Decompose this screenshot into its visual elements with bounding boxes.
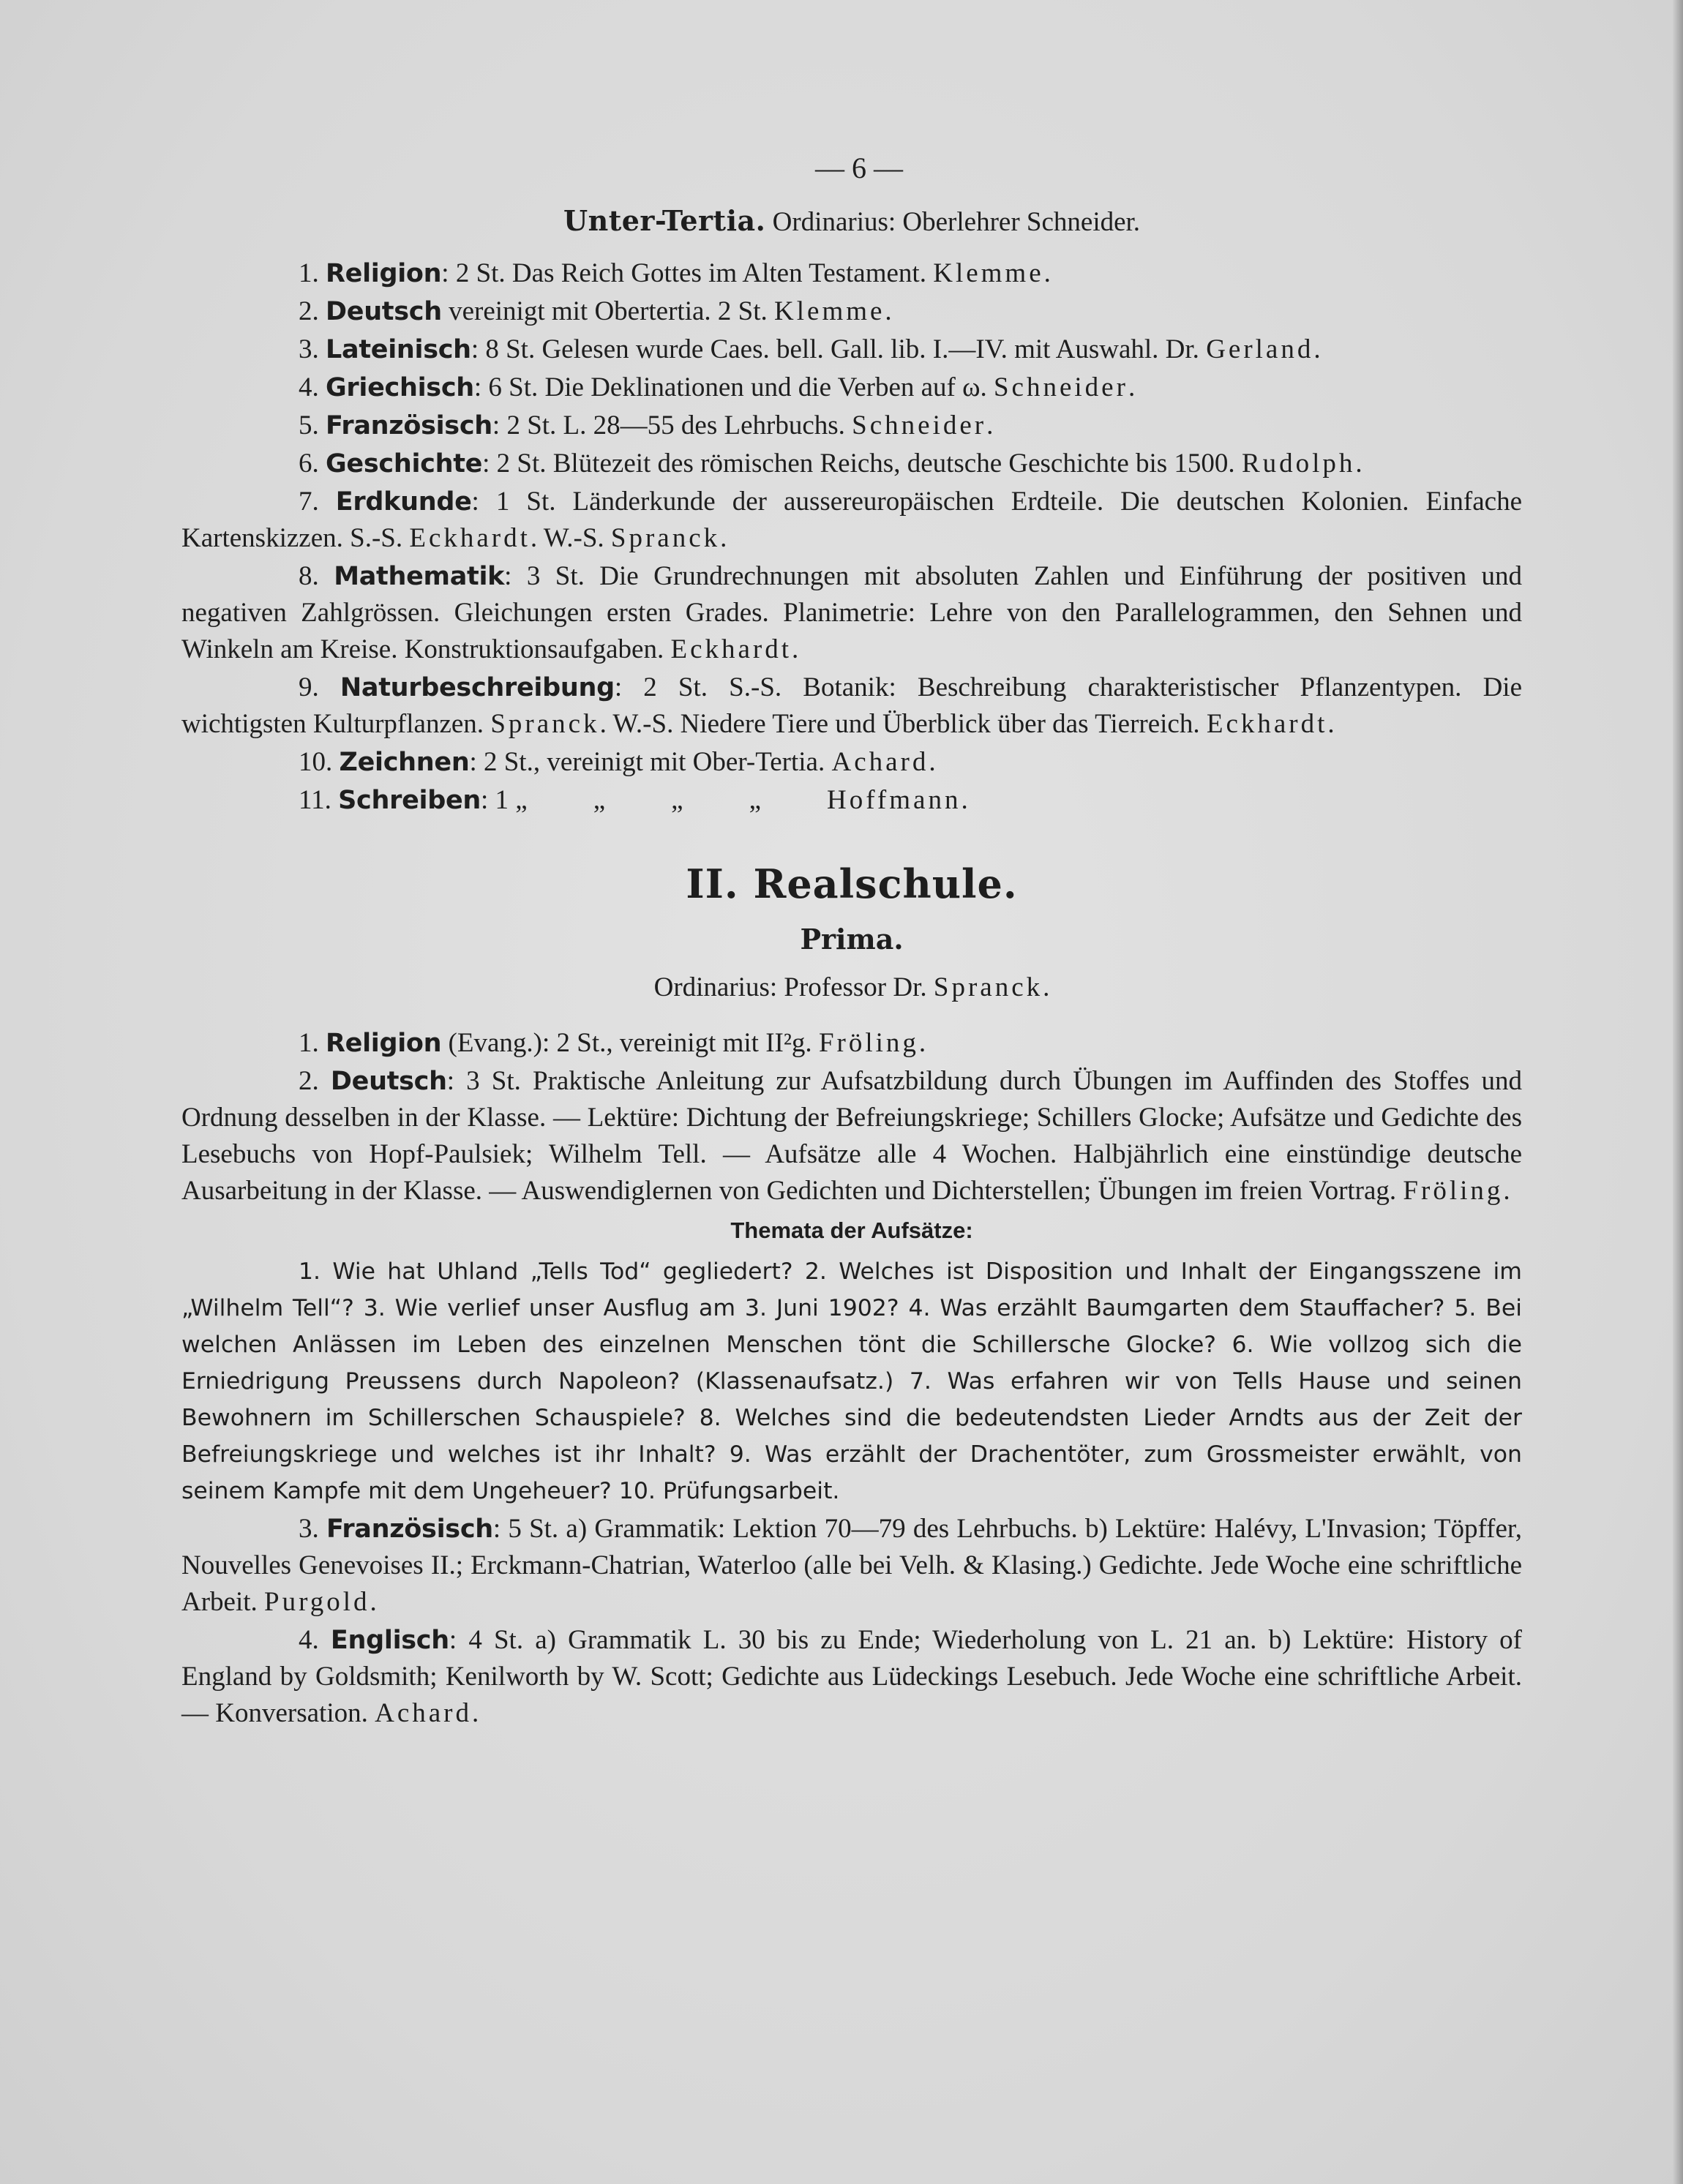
themata-list: 1. Wie hat Uhland „Tells Tod“ gegliedert? 2. Welches ist Disposition und Inhalt der Eingangsszene im „Wilhelm Tell“? 3. Wie verlief unser Ausflug am 3. Juni 1902? 4. Was erzählt Baumgarten dem Stauffacher? 5. Bei welchen Anlässen im Leben des einzelnen Menschen tönt die Schillersche Glocke? 6. Wie vollzog sich die Erniedrigung Preussens durch Napoleon? (Klassenaufsatz.) 7. Was erfahren wir von Tells Hause und seinen Bewohnern im Schillerschen Schauspiele? 8. Welches sind die bedeutendsten Lieder Arndts aus der Zeit der Befreiungskriege und welches ist ihr Inhalt? 9. Was erzählt der Drachentöter, zum Grossmeister erwählt, von seinem Kampfe mit dem Ungeheuer? 10. Prüfungsarbeit. xyxy=(181,1258,1522,1504)
subject-name: Schreiben xyxy=(338,786,481,815)
teacher-name: Eckhardt xyxy=(670,634,792,664)
teacher-name: Gerland xyxy=(1206,334,1314,364)
subject-item-deutsch: 2. Deutsch vereinigt mit Obertertia. 2 St. Klemme. xyxy=(299,296,892,326)
ditto-mark: „ xyxy=(749,785,762,815)
prima-ordinarius: Ordinarius: Professor Dr. Spranck. xyxy=(653,972,1050,1002)
teacher-name: Klemme xyxy=(774,296,885,326)
teacher-name: Klemme xyxy=(933,258,1044,288)
teacher-name: Spranck xyxy=(490,709,600,739)
subject-name: Geschichte xyxy=(326,449,483,479)
subject-name: Englisch xyxy=(330,1626,449,1655)
subject-name: Religion xyxy=(326,259,442,288)
subject-item-franzoesisch: 5. Französisch: 2 St. L. 28—55 des Lehrbuchs. Schneider. xyxy=(299,410,994,440)
teacher-name: Eckhardt xyxy=(1206,709,1328,739)
subject-name: Religion xyxy=(326,1029,442,1058)
subject-item-lateinisch: 3. Lateinisch: 8 St. Gelesen wurde Caes. bell. Gall. lib. I.—IV. mit Auswahl. Dr. Gerland. xyxy=(299,334,1321,364)
subject-name: Deutsch xyxy=(330,1067,447,1096)
teacher-name: Rudolph xyxy=(1241,449,1356,479)
teacher-name: Schneider xyxy=(852,410,987,440)
unter-tertia-header xyxy=(181,203,1522,241)
teacher-name: Fröling xyxy=(1403,1176,1504,1206)
ditto-mark: „ xyxy=(593,785,606,815)
themata-heading: Themata der Aufsätze: xyxy=(730,1217,973,1243)
teacher-name: Eckhardt xyxy=(409,523,531,553)
subject-item-griechisch: 4. Griechisch: 6 St. Die Deklinationen und die Verben auf ω. Schneider. xyxy=(299,372,1136,402)
teacher-name: Fröling xyxy=(818,1028,919,1058)
subject-item-zeichnen: 10. Zeichnen: 2 St., vereinigt mit Ober-Tertia. Achard. xyxy=(299,747,936,777)
subject-item-erdkunde: 7. Erdkunde: 1 St. Länderkunde der aussereuropäischen Erdteile. Die deutschen Kolonien. Einfache Kartenskizzen. S.-S. Eckhardt. W.-S. Spranck. xyxy=(181,487,1523,553)
subject-name: Mathematik xyxy=(334,562,505,591)
subject-name: Deutsch xyxy=(326,297,442,326)
teacher-name: Spranck xyxy=(610,523,721,553)
subject-item-schreiben: 11. Schreiben: 1 „ „ „ „ Hoffmann. xyxy=(299,785,968,815)
page-edge xyxy=(1673,0,1683,2184)
subject-item-naturbeschreibung: 9. Naturbeschreibung: 2 St. S.-S. Botanik: Beschreibung charakteristischer Pflanzentypen. Die wichtigsten Kulturpflanzen. Spranck. W.-S. Niedere Tiere und Überblick über das Tierreich. Eckhardt. xyxy=(181,672,1522,739)
class-title-prima: Prima. xyxy=(800,923,904,956)
subject-name: Zeichnen xyxy=(339,748,470,777)
section-title-realschule: II. Realschule. xyxy=(686,860,1018,907)
subject-item-geschichte: 6. Geschichte: 2 St. Blütezeit des römischen Reichs, deutsche Geschichte bis 1500. Rudolph. xyxy=(299,449,1362,479)
subject-name: Erdkunde xyxy=(335,487,472,517)
page-number: — 6 — xyxy=(815,151,903,184)
document-body xyxy=(181,150,1522,1732)
subject-item-franzoesisch-prima: 3. Französisch: 5 St. a) Grammatik: Lektion 70—79 des Lehrbuchs. b) Lektüre: Halévy, L'Invasion; Töpffer, Nouvelles Genevoises II.; Erckmann-Chatrian, Waterloo (alle bei Velh. & Klasing.) Gedichte. Jede Woche eine schriftliche Arbeit. Purgold. xyxy=(181,1514,1523,1617)
teacher-name: Purgold xyxy=(264,1587,370,1617)
subject-item-religion-prima: 1. Religion (Evang.): 2 St., vereinigt mit II²g. Fröling. xyxy=(299,1028,926,1058)
teacher-name: Achard xyxy=(831,747,929,777)
teacher-name: Schneider xyxy=(993,372,1128,402)
ordinarius-line: Ordinarius: Oberlehrer Schneider. xyxy=(772,207,1141,237)
subject-name: Griechisch xyxy=(326,373,474,402)
subject-item-deutsch-prima: 2. Deutsch: 3 St. Praktische Anleitung zur Aufsatzbildung durch Übungen im Auffinden des Stoffes und Ordnung desselben in der Klasse. — Lektüre: Dichtung der Befreiungskriege; Schillers Glocke; Aufsätze und Gedichte des Lesebuchs von Hopf-Paulsiek; Wilhelm Tell. — Aufsätze alle 4 Wochen. Halbjährlich eine einstündige deutsche Ausarbeitung in der Klasse. — Auswendiglernen von Gedichten und Dichterstellen; Übungen im freien Vortrag. Fröling. xyxy=(181,1066,1523,1206)
subject-name: Französisch xyxy=(326,1515,493,1544)
class-title: Unter-Tertia. xyxy=(563,204,766,237)
teacher-name: Hoffmann xyxy=(827,785,962,815)
teacher-name: Spranck xyxy=(933,972,1043,1002)
subject-name: Naturbeschreibung xyxy=(340,673,615,702)
subject-name: Französisch xyxy=(326,411,492,440)
subject-item-mathematik: 8. Mathematik: 3 St. Die Grundrechnungen mit absoluten Zahlen und Einführung der positiven und negativen Zahlgrössen. Gleichungen ersten Grades. Planimetrie: Lehre von den Parallelogrammen, den Sehnen und Winkeln am Kreise. Konstruktionsaufgaben. Eckhardt. xyxy=(181,561,1522,664)
teacher-name: Achard xyxy=(375,1698,472,1728)
ditto-mark: „ xyxy=(671,785,683,815)
subject-item-religion: 1. Religion: 2 St. Das Reich Gottes im Alten Testament. Klemme. xyxy=(299,258,1051,288)
subject-item-englisch-prima: 4. Englisch: 4 St. a) Grammatik L. 30 bis zu Ende; Wiederholung von L. 21 an. b) Lektüre: History of England by Goldsmith; Kenilworth by W. Scott; Gedichte aus Lüdeckings Lesebuch. Jede Woche eine schriftliche Arbeit. — Konversation. Achard. xyxy=(181,1625,1522,1728)
subject-name: Lateinisch xyxy=(326,335,471,364)
